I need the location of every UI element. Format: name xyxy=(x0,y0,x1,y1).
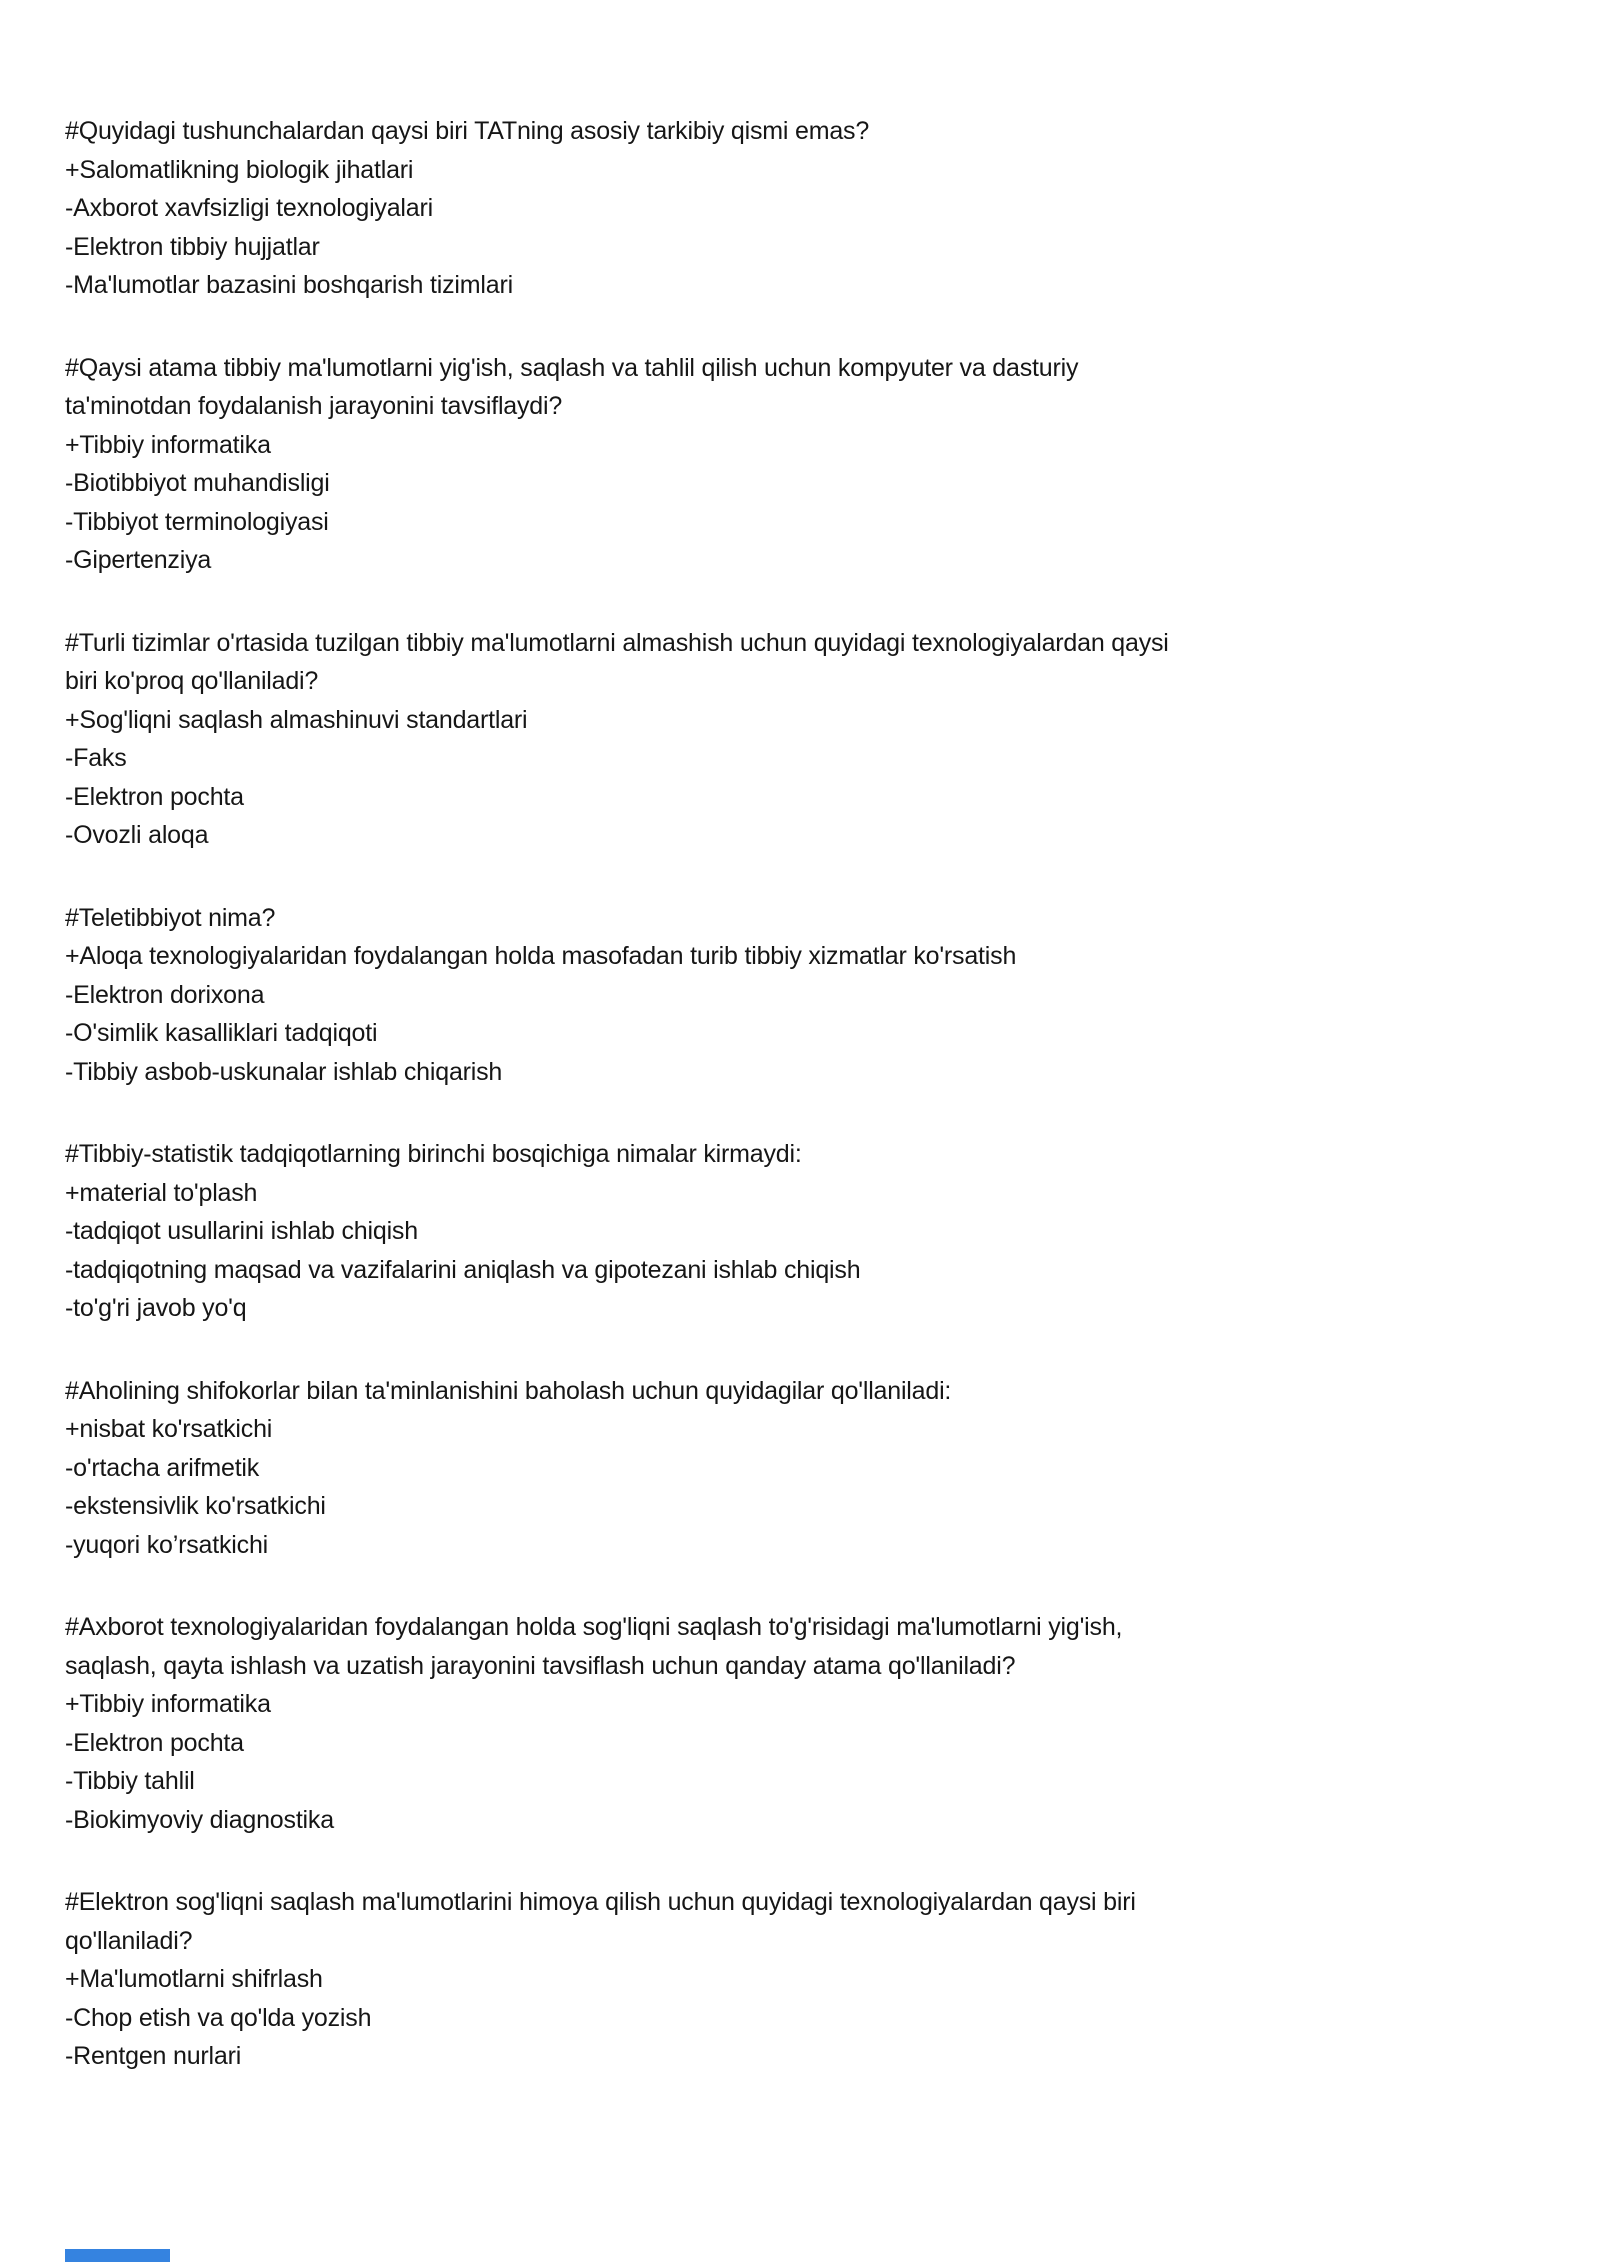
question-block xyxy=(65,624,1535,855)
incorrect-answer-line: -o'rtacha arifmetik xyxy=(65,1453,260,1482)
question-block xyxy=(65,349,1535,580)
incorrect-answer-line: -Elektron tibbiy hujjatlar xyxy=(65,232,320,261)
selection-highlight-bar xyxy=(65,2249,170,2262)
incorrect-answer-line: -Tibbiyot terminologiyasi xyxy=(65,507,329,536)
incorrect-answer-line: -Ma'lumotlar bazasini boshqarish tizimlari xyxy=(65,271,513,299)
questions-container xyxy=(65,112,1535,2076)
question-continuation-line: qo'llaniladi? xyxy=(65,1926,193,1955)
correct-answer-line: +Salomatlikning biologik jihatlari xyxy=(65,155,414,184)
question-line: #Quyidagi tushunchalardan qaysi biri TATning asosiy tarkibiy qismi emas? xyxy=(65,117,870,145)
incorrect-answer-line: -Gipertenziya xyxy=(65,546,212,574)
question-continuation-line: ta'minotdan foydalanish jarayonini tavsiflaydi? xyxy=(65,392,563,420)
correct-answer-line: +Ma'lumotlarni shifrlash xyxy=(65,1965,323,1993)
incorrect-answer-line: -Chop etish va qo'lda yozish xyxy=(65,2003,372,2032)
question-line: #Turli tizimlar o'rtasida tuzilgan tibbiy ma'lumotlarni almashish uchun quyidagi texnologiyalardan qaysi xyxy=(65,628,1169,657)
question-block xyxy=(65,899,1535,1092)
question-continuation-line: saqlash, qayta ishlash va uzatish jarayonini tavsiflash uchun qanday atama qo'llaniladi? xyxy=(65,1651,1016,1680)
incorrect-answer-line: -Elektron pochta xyxy=(65,1728,244,1757)
incorrect-answer-line: -Biotibbiyot muhandisligi xyxy=(65,469,330,497)
correct-answer-line: +nisbat ko'rsatkichi xyxy=(65,1415,273,1443)
question-block xyxy=(65,112,1535,305)
incorrect-answer-line: -to'g'ri javob yo'q xyxy=(65,1294,247,1322)
incorrect-answer-line: -tadqiqotning maqsad va vazifalarini aniqlash va gipotezani ishlab chiqish xyxy=(65,1255,861,1284)
question-continuation-line: biri ko'proq qo'llaniladi? xyxy=(65,667,319,695)
incorrect-answer-line: -Elektron pochta xyxy=(65,782,244,811)
correct-answer-line: +Sog'liqni saqlash almashinuvi standartlari xyxy=(65,705,528,734)
question-line: #Teletibbiyot nima? xyxy=(65,903,276,932)
incorrect-answer-line: -Rentgen nurlari xyxy=(65,2042,242,2070)
question-block xyxy=(65,1883,1535,2076)
incorrect-answer-line: -Axborot xavfsizligi texnologiyalari xyxy=(65,194,433,222)
incorrect-answer-line: -Tibbiy tahlil xyxy=(65,1767,195,1795)
incorrect-answer-line: -Biokimyoviy diagnostika xyxy=(65,1805,334,1834)
question-block xyxy=(65,1372,1535,1565)
correct-answer-line: +material to'plash xyxy=(65,1178,258,1207)
correct-answer-line: +Aloqa texnologiyalaridan foydalangan holda masofadan turib tibbiy xizmatlar ko'rsatish xyxy=(65,942,1017,970)
incorrect-answer-line: -O'simlik kasalliklari tadqiqoti xyxy=(65,1019,378,1047)
question-block xyxy=(65,1608,1535,1839)
question-line: #Aholining shifokorlar bilan ta'minlanishini baholash uchun quyidagilar qo'llaniladi: xyxy=(65,1376,952,1405)
incorrect-answer-line: -Faks xyxy=(65,744,127,772)
question-line: #Axborot texnologiyalaridan foydalangan holda sog'liqni saqlash to'g'risidagi ma'lumotlarni yig'ish, xyxy=(65,1613,1123,1641)
incorrect-answer-line: -tadqiqot usullarini ishlab chiqish xyxy=(65,1217,418,1245)
incorrect-answer-line: -Tibbiy asbob-uskunalar ishlab chiqarish xyxy=(65,1057,503,1086)
correct-answer-line: +Tibbiy informatika xyxy=(65,1690,271,1718)
incorrect-answer-line: -Elektron dorixona xyxy=(65,980,265,1009)
question-line: #Elektron sog'liqni saqlash ma'lumotlarini himoya qilish uchun quyidagi texnologiyalardan qaysi biri xyxy=(65,1888,1136,1916)
incorrect-answer-line: -ekstensivlik ko'rsatkichi xyxy=(65,1492,326,1520)
question-line: #Qaysi atama tibbiy ma'lumotlarni yig'ish, saqlash va tahlil qilish uchun kompyuter va dasturiy xyxy=(65,353,1079,382)
incorrect-answer-line: -yuqori ko’rsatkichi xyxy=(65,1530,269,1559)
incorrect-answer-line: -Ovozli aloqa xyxy=(65,821,209,849)
question-line: #Tibbiy-statistik tadqiqotlarning birinchi bosqichiga nimalar kirmaydi: xyxy=(65,1140,802,1168)
question-block xyxy=(65,1135,1535,1328)
correct-answer-line: +Tibbiy informatika xyxy=(65,430,271,459)
